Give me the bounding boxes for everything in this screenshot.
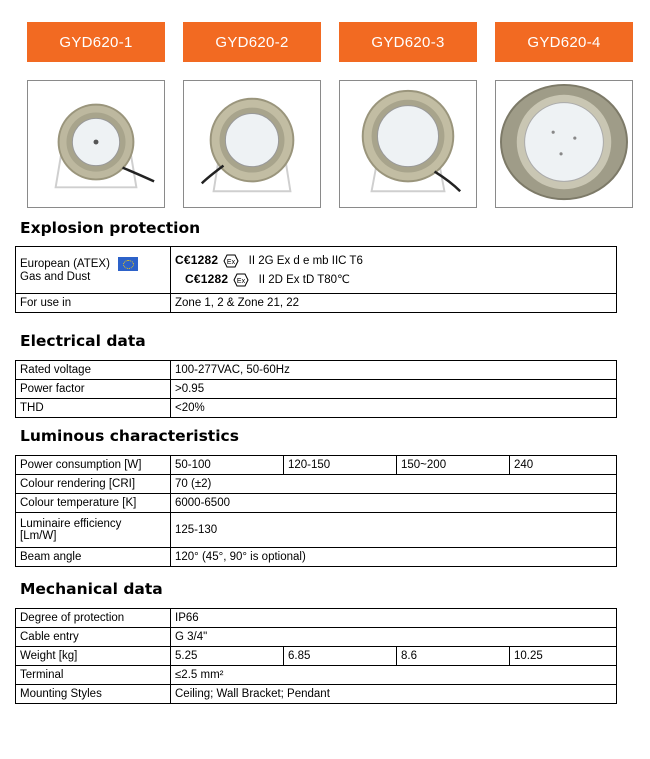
- model-tab-1: GYD620-1: [27, 22, 165, 62]
- voltage-label: Rated voltage: [16, 361, 171, 380]
- terminal-value: ≤2.5 mm²: [171, 666, 617, 685]
- table-row: [16, 647, 617, 666]
- model-tab-4: GYD620-4: [495, 22, 633, 62]
- efficiency-value: 125-130: [171, 513, 617, 548]
- ce-mark-2: C€1282: [185, 272, 229, 286]
- efficiency-label-cell: [16, 513, 171, 548]
- table-row: [16, 361, 617, 380]
- table-row: [16, 609, 617, 628]
- atex-label-cell: [16, 247, 171, 294]
- section-title-mechanical: Mechanical data: [20, 580, 163, 598]
- table-row: [16, 513, 617, 548]
- power-consumption-label: Power consumption [W]: [16, 456, 171, 475]
- mounting-label: Mounting Styles: [16, 685, 171, 704]
- power-value-3: 150~200: [397, 456, 510, 475]
- svg-text:Ex: Ex: [237, 277, 246, 285]
- luminous-table: [15, 455, 617, 567]
- terminal-label: Terminal: [16, 666, 171, 685]
- mounting-value: Ceiling; Wall Bracket; Pendant: [171, 685, 617, 704]
- table-row: [16, 399, 617, 418]
- thd-value: <20%: [171, 399, 617, 418]
- electrical-table: [15, 360, 617, 418]
- power-value-2: 120-150: [284, 456, 397, 475]
- cable-value: G 3/4": [171, 628, 617, 647]
- table-row: [16, 494, 617, 513]
- efficiency-unit: [Lm/W]: [20, 530, 57, 542]
- model-tab-3: GYD620-3: [339, 22, 477, 62]
- product-photo-2: [183, 80, 321, 208]
- cct-label: Colour temperature [K]: [16, 494, 171, 513]
- power-factor-value: >0.95: [171, 380, 617, 399]
- model-tab-2: GYD620-2: [183, 22, 321, 62]
- gas-marking-line: [175, 253, 612, 268]
- eu-flag-icon: [118, 257, 138, 271]
- product-photo-4: [495, 80, 633, 208]
- power-value-1: 50-100: [171, 456, 284, 475]
- section-title-luminous: Luminous characteristics: [20, 427, 239, 445]
- efficiency-label: Luminaire efficiency: [20, 518, 122, 530]
- section-title-explosion: Explosion protection: [20, 219, 201, 237]
- dust-marking-line: [175, 272, 612, 287]
- ip-value: IP66: [171, 609, 617, 628]
- table-row: [16, 380, 617, 399]
- power-value-4: 240: [510, 456, 617, 475]
- atex-label-2: Gas and Dust: [20, 271, 91, 283]
- table-row: [16, 247, 617, 294]
- weight-value-1: 5.25: [171, 647, 284, 666]
- explosion-table: [15, 246, 617, 313]
- dust-marking: II 2D Ex tD T80℃: [258, 274, 350, 286]
- cri-value: 70 (±2): [171, 475, 617, 494]
- voltage-value: 100-277VAC, 50-60Hz: [171, 361, 617, 380]
- section-title-electrical: Electrical data: [20, 332, 146, 350]
- beam-label: Beam angle: [16, 548, 171, 567]
- weight-label: Weight [kg]: [16, 647, 171, 666]
- svg-text:Ex: Ex: [227, 259, 236, 266]
- ex-hexagon-icon: [223, 254, 239, 268]
- cri-label: Colour rendering [CRI]: [16, 475, 171, 494]
- use-label: For use in: [16, 294, 171, 313]
- ip-label: Degree of protection: [16, 609, 171, 628]
- luminaire-illustration-1: [28, 81, 164, 207]
- atex-value-cell: [171, 247, 617, 294]
- luminaire-illustration-3: [340, 81, 476, 207]
- thd-label: THD: [16, 399, 171, 418]
- gas-marking: II 2G Ex d e mb IIC T6: [248, 255, 363, 268]
- table-row: [16, 294, 617, 313]
- ex-hexagon-icon: [233, 273, 249, 287]
- table-row: [16, 456, 617, 475]
- luminaire-illustration-4: [496, 81, 632, 207]
- table-row: [16, 548, 617, 567]
- beam-value: 120° (45°, 90° is optional): [171, 548, 617, 567]
- ce-mark: C€1282: [175, 253, 219, 268]
- product-photo-1: [27, 80, 165, 208]
- table-row: [16, 628, 617, 647]
- atex-label: European (ATEX): [20, 257, 166, 271]
- use-value: Zone 1, 2 & Zone 21, 22: [171, 294, 617, 313]
- table-row: [16, 475, 617, 494]
- weight-value-3: 8.6: [397, 647, 510, 666]
- power-factor-label: Power factor: [16, 380, 171, 399]
- product-photo-3: [339, 80, 477, 208]
- table-row: [16, 685, 617, 704]
- mechanical-table: [15, 608, 617, 704]
- weight-value-2: 6.85: [284, 647, 397, 666]
- cct-value: 6000-6500: [171, 494, 617, 513]
- cable-label: Cable entry: [16, 628, 171, 647]
- luminaire-illustration-2: [184, 81, 320, 207]
- weight-value-4: 10.25: [510, 647, 617, 666]
- table-row: [16, 666, 617, 685]
